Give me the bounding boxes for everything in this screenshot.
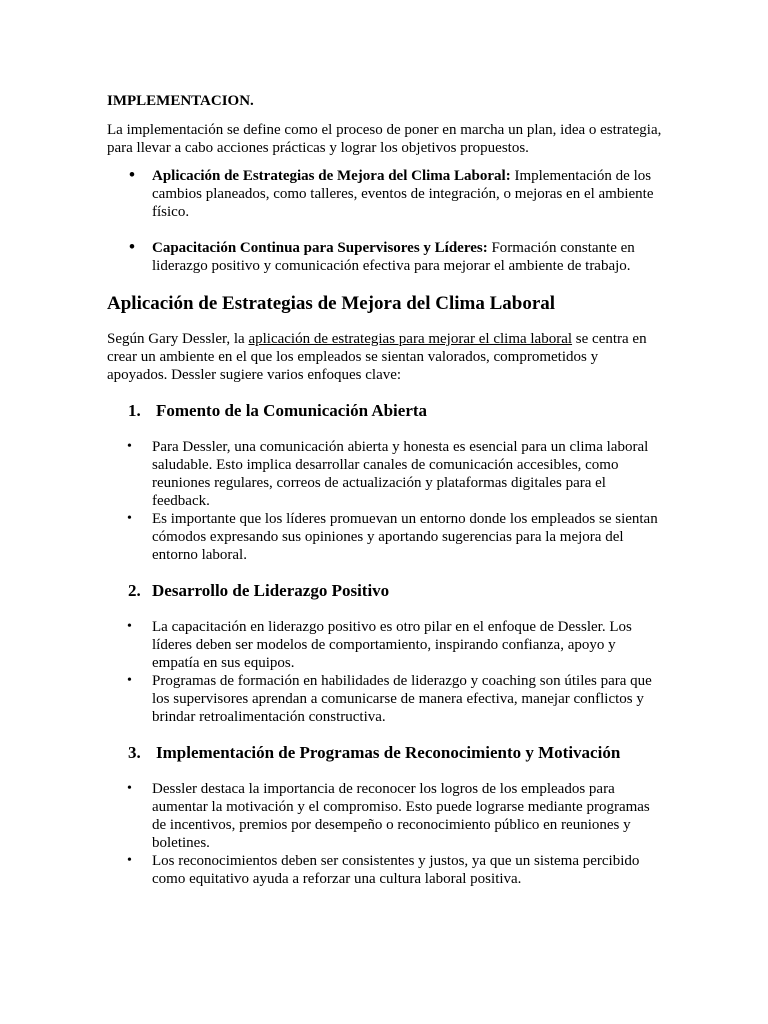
bullet-dot-icon: • <box>127 511 132 526</box>
summary-list <box>107 167 662 275</box>
section-intro-after: se centra en crear un ambiente en el que los empleados se sientan valorados, comprometidos y apoyados. Dessler sugiere varios enfoques clave: <box>107 331 647 383</box>
list-item <box>107 510 662 564</box>
subsection-3-list <box>107 780 662 888</box>
list-item <box>107 672 662 726</box>
list-item-text: Programas de formación en habilidades de liderazgo y coaching son útiles para que los supervisores aprendan a comunicarse de manera efectiva, manejar conflictos y brindar retroalimentación constructiva. <box>152 673 652 725</box>
summary-item-text: Formación constante en liderazgo positivo y comunicación efectiva para mejorar el ambiente de trabajo. <box>152 240 635 274</box>
intro-paragraph: La implementación se define como el proceso de poner en marcha un plan, idea o estrategia, para llevar a cabo acciones prácticas y lograr los objetivos propuestos. <box>107 122 662 156</box>
bullet-dot-icon: • <box>127 619 132 634</box>
subsection-number: 3. <box>128 743 141 762</box>
subsection-1-list <box>107 438 662 564</box>
subsection-title: Desarrollo de Liderazgo Positivo <box>152 581 390 600</box>
subsection-number: 2. <box>128 581 141 600</box>
list-item-text: La capacitación en liderazgo positivo es otro pilar en el enfoque de Dessler. Los líderes deben ser modelos de comportamiento, inspirando confianza, apoyo y empatía en sus equipos. <box>152 619 632 671</box>
document-body <box>107 92 662 888</box>
summary-item-text: Implementación de los cambios planeados, como talleres, eventos de integración, o mejoras en el ambiente físico. <box>152 168 654 220</box>
bullet-dot-icon: • <box>127 673 132 688</box>
summary-item <box>107 167 662 221</box>
section-heading: Aplicación de Estrategias de Mejora del Clima Laboral <box>107 293 556 314</box>
list-item-text: Es importante que los líderes promuevan un entorno donde los empleados se sientan cómodos expresando sus opiniones y aportando sugerencias para la mejora del entorno laboral. <box>152 511 658 563</box>
subsection-heading-3 <box>107 743 662 763</box>
list-item <box>107 618 662 672</box>
list-item <box>107 438 662 510</box>
section-intro-paragraph <box>107 330 662 384</box>
summary-item-term: Aplicación de Estrategias de Mejora del Clima Laboral: <box>152 168 511 184</box>
bullet-dot-icon: • <box>127 853 132 868</box>
bullet-dot-icon: • <box>127 781 132 796</box>
subsection-heading-1 <box>107 401 662 421</box>
subsection-number: 1. <box>128 401 141 420</box>
list-item-text: Dessler destaca la importancia de reconocer los logros de los empleados para aumentar la motivación y el compromiso. Esto puede lograrse mediante programas de incentivos, premios por desempeño o reconocimiento público en reuniones y boletines. <box>152 781 650 851</box>
document-title: IMPLEMENTACION. <box>107 93 254 109</box>
section-intro-before: Según Gary Dessler, la <box>107 331 249 347</box>
list-item <box>107 852 662 888</box>
summary-item <box>107 239 662 275</box>
subsection-heading-2 <box>107 581 662 601</box>
bullet-icon: • <box>129 237 135 256</box>
bullet-dot-icon: • <box>127 439 132 454</box>
subsection-title: Implementación de Programas de Reconocimiento y Motivación <box>156 743 621 762</box>
list-item-text: Para Dessler, una comunicación abierta y honesta es esencial para un clima laboral saludable. Esto implica desarrollar canales de comunicación accesibles, como reuniones regulares, correos de actualización y plataformas digitales para el feedback. <box>152 439 649 509</box>
summary-item-term: Capacitación Continua para Supervisores y Líderes: <box>152 240 488 256</box>
subsection-title: Fomento de la Comunicación Abierta <box>156 401 428 420</box>
section-intro-link[interactable]: aplicación de estrategias para mejorar el clima laboral <box>248 331 573 347</box>
list-item-text: Los reconocimientos deben ser consistentes y justos, ya que un sistema percibido como equitativo ayuda a reforzar una cultura laboral positiva. <box>152 853 640 887</box>
list-item <box>107 780 662 852</box>
bullet-icon: • <box>129 165 135 184</box>
subsection-2-list <box>107 618 662 726</box>
